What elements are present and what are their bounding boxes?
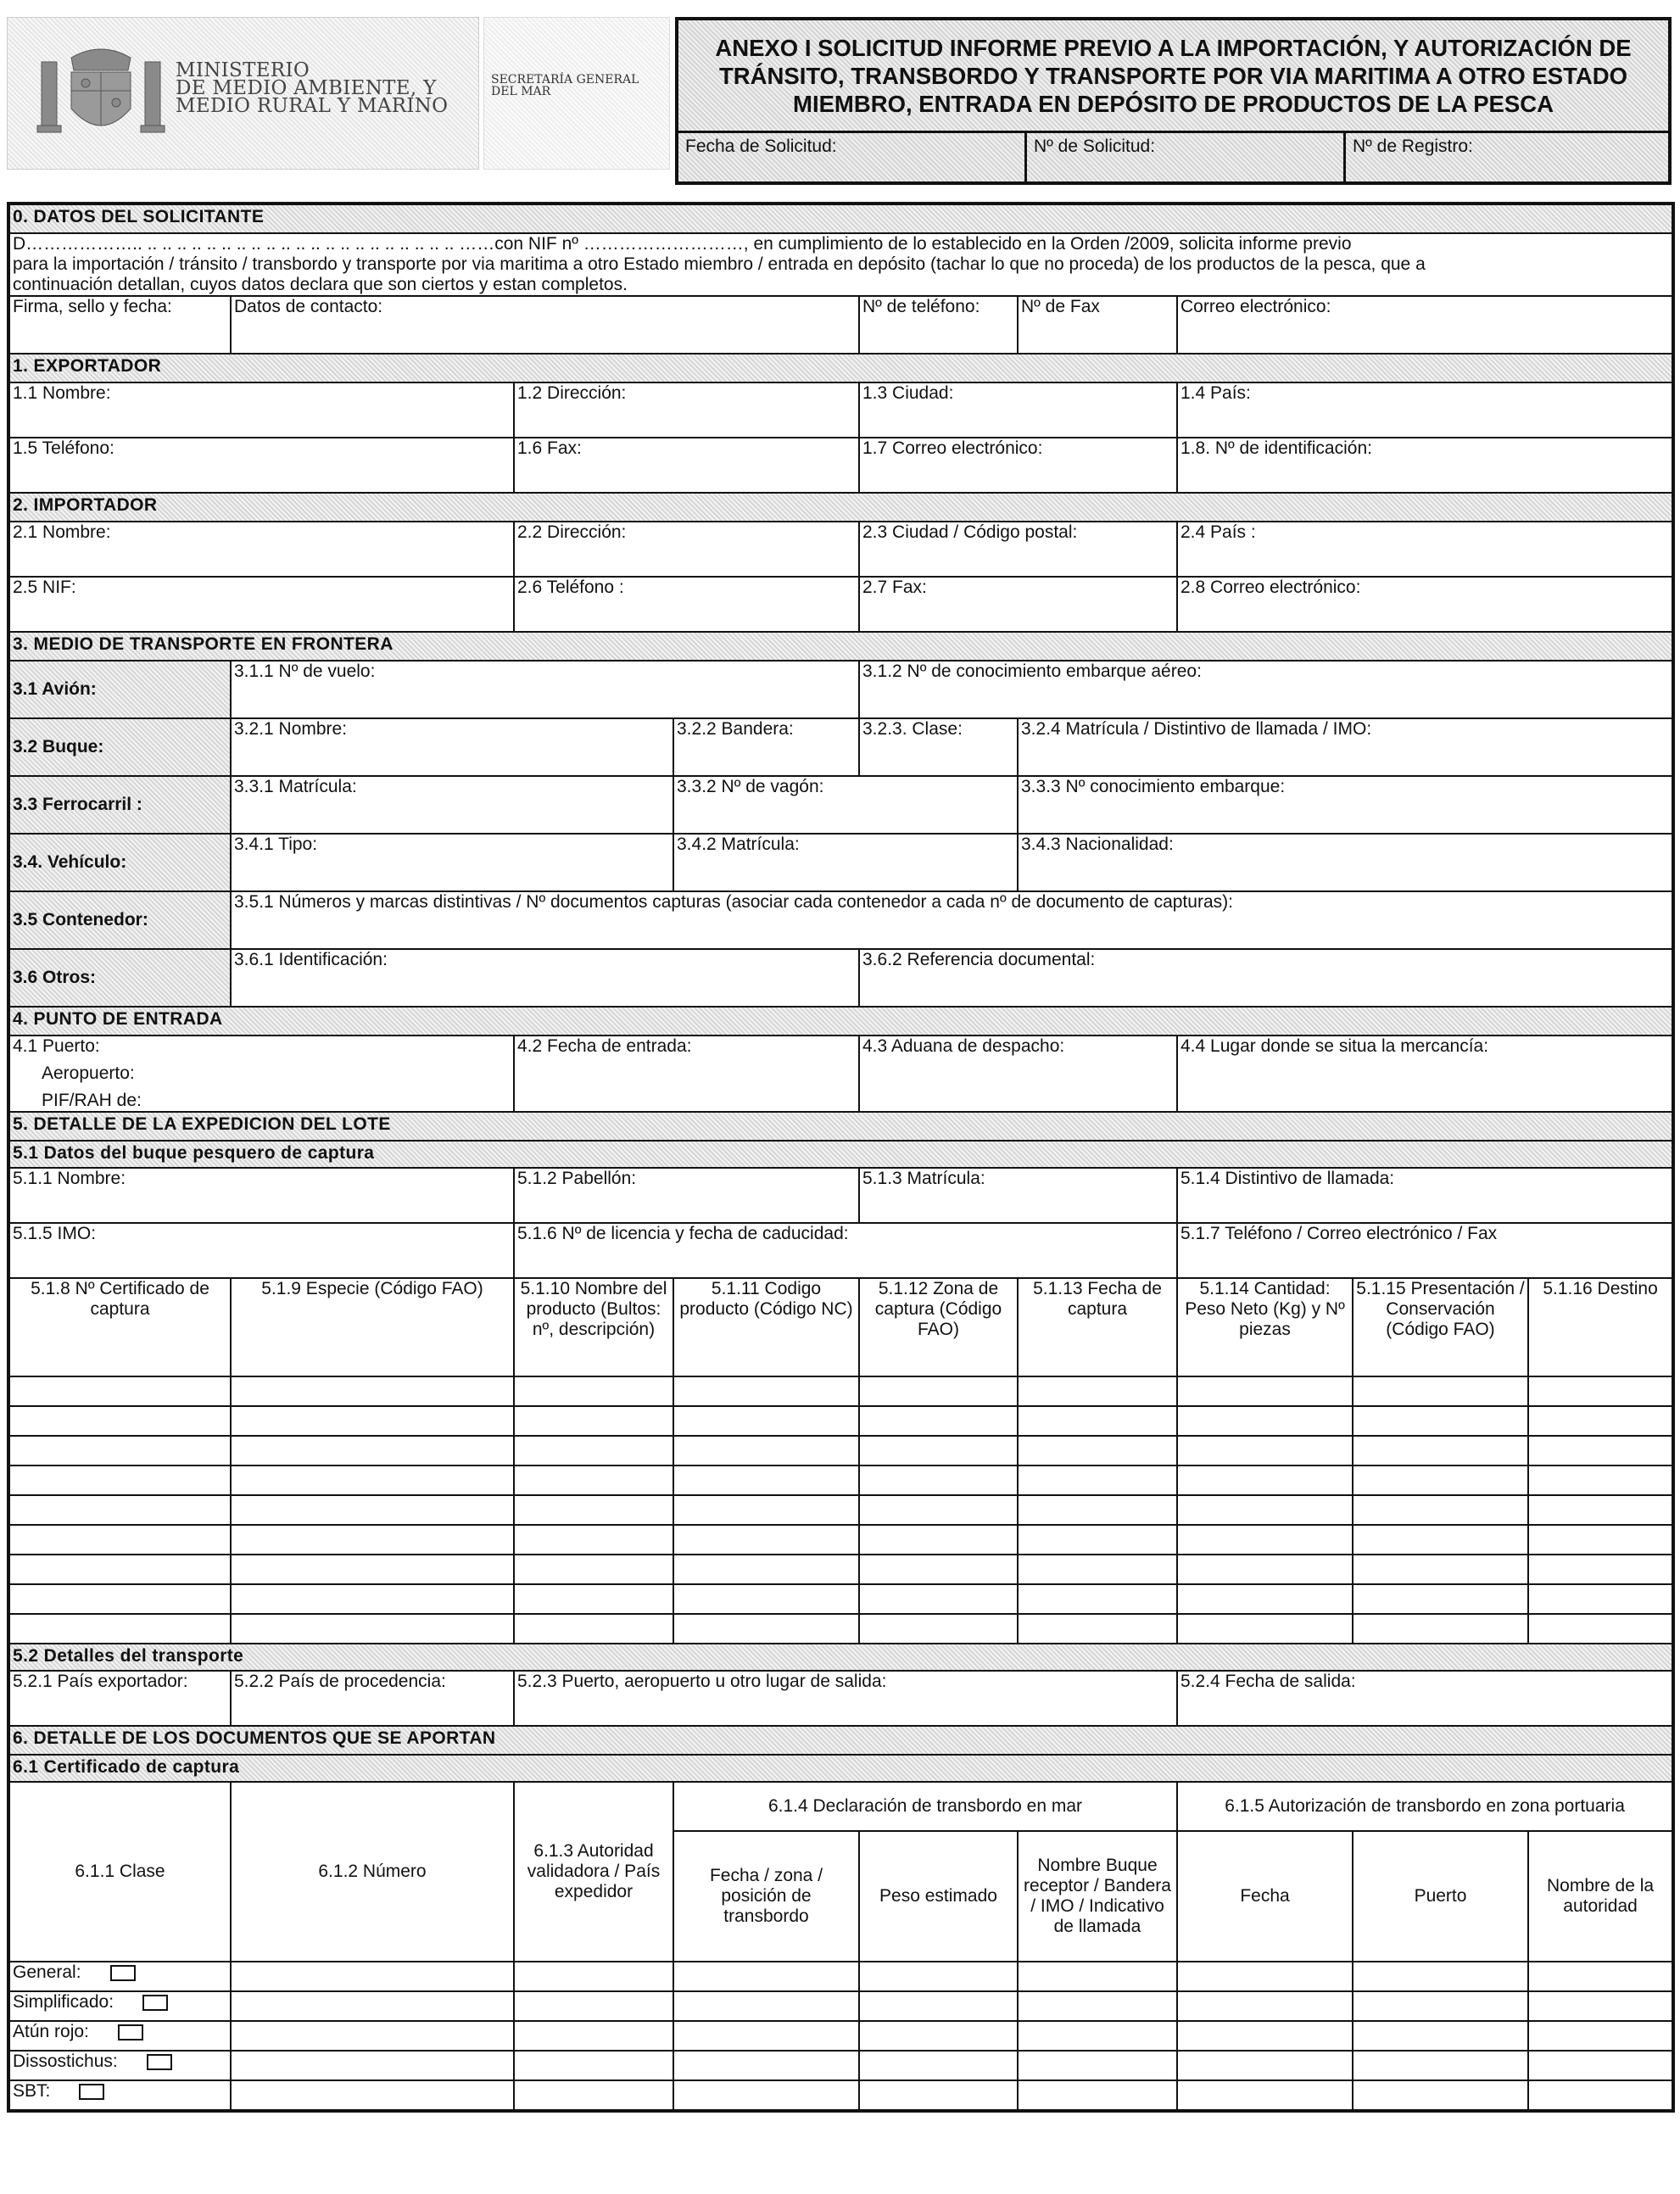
table-cell[interactable] — [514, 1584, 673, 1614]
aeropuerto-label: Aeropuerto: — [42, 1064, 135, 1083]
table-cell[interactable] — [1018, 1495, 1177, 1525]
col-especie: 5.1.9 Especie (Código FAO) — [231, 1278, 514, 1376]
table-cell[interactable] — [1177, 1614, 1353, 1644]
table-cell[interactable] — [859, 2080, 1018, 2111]
table-cell[interactable] — [1353, 1436, 1528, 1465]
table-cell[interactable] — [1018, 2021, 1177, 2051]
table-cell[interactable] — [1353, 1584, 1528, 1614]
avion-conocimiento[interactable]: 3.1.2 Nº de conocimiento embarque aéreo: — [859, 661, 1673, 718]
table-cell[interactable] — [859, 1991, 1018, 2021]
exportador-ciudad[interactable]: 1.3 Ciudad: — [859, 382, 1177, 438]
col-codigo-producto: 5.1.11 Codigo producto (Código NC) — [673, 1278, 859, 1376]
fecha-salida[interactable]: 5.2.4 Fecha de salida: — [1177, 1671, 1673, 1726]
table-cell[interactable] — [1353, 2051, 1528, 2080]
buque-captura-matricula[interactable]: 5.1.3 Matrícula: — [859, 1168, 1177, 1223]
table-cell[interactable] — [8, 1376, 231, 1406]
table-cell[interactable] — [673, 2080, 859, 2111]
exportador-direccion[interactable]: 1.2 Dirección: — [514, 382, 859, 438]
importador-pais[interactable]: 2.4 País : — [1177, 522, 1673, 577]
table-cell[interactable] — [1018, 1962, 1177, 1991]
table-cell[interactable] — [1177, 1525, 1353, 1555]
table-row — [8, 1584, 1673, 1614]
exportador-identificacion[interactable]: 1.8. Nº de identificación: — [1177, 438, 1673, 493]
table-cell[interactable] — [859, 1495, 1018, 1525]
table-cell[interactable] — [673, 1962, 859, 1991]
telefono-field[interactable]: Nº de teléfono: — [859, 296, 1018, 354]
table-cell[interactable] — [1177, 2021, 1353, 2051]
table-cell[interactable] — [231, 1406, 514, 1436]
buque-label: 3.2 Buque: — [8, 718, 231, 776]
document-header — [7, 17, 1672, 187]
table-cell[interactable] — [673, 1376, 859, 1406]
col-zona-captura: 5.1.12 Zona de captura (Código FAO) — [859, 1278, 1018, 1376]
vehiculo-tipo[interactable]: 3.4.1 Tipo: — [231, 834, 673, 891]
col-presentacion: 5.1.15 Presentación / Conservación (Código FAO) — [1353, 1278, 1528, 1376]
table-cell[interactable] — [1353, 1495, 1528, 1525]
table-cell[interactable] — [1528, 1584, 1673, 1614]
col-certificado: 5.1.8 Nº Certificado de captura — [8, 1278, 231, 1376]
table-cell[interactable] — [673, 2051, 859, 2080]
table-cell[interactable] — [8, 1525, 231, 1555]
table-cell[interactable] — [1528, 2080, 1673, 2111]
table-cell[interactable] — [1353, 1376, 1528, 1406]
table-cell[interactable] — [1018, 1376, 1177, 1406]
ferrocarril-vagon[interactable]: 3.3.2 Nº de vagón: — [673, 776, 1018, 834]
table-cell[interactable] — [231, 1555, 514, 1584]
table-cell[interactable] — [8, 1465, 231, 1495]
avion-label: 3.1 Avión: — [8, 661, 231, 718]
table-cell[interactable] — [1353, 1962, 1528, 1991]
table-cell[interactable] — [1177, 1436, 1353, 1465]
table-cell[interactable] — [1177, 2080, 1353, 2111]
ministry-logo — [7, 17, 479, 170]
table-cell[interactable] — [8, 1584, 231, 1614]
table-cell[interactable] — [1528, 2021, 1673, 2051]
table-cell[interactable] — [1353, 1991, 1528, 2021]
col-declaracion-transbordo: 6.1.4 Declaración de transbordo en mar — [673, 1782, 1177, 1831]
table-cell[interactable] — [1177, 1555, 1353, 1584]
table-cell[interactable] — [1353, 1555, 1528, 1584]
clase-cell — [8, 2051, 231, 2080]
secretariat-name: SECRETARÍA GENERAL DEL MAR — [491, 73, 639, 98]
table-cell[interactable] — [231, 2051, 514, 2080]
table-row — [8, 1376, 1673, 1406]
correo-field[interactable]: Correo electrónico: — [1177, 296, 1673, 354]
table-cell[interactable] — [859, 1525, 1018, 1555]
clase-label: Atún rojo: — [13, 2022, 89, 2041]
table-cell[interactable] — [673, 1525, 859, 1555]
exportador-pais[interactable]: 1.4 País: — [1177, 382, 1673, 438]
table-cell[interactable] — [514, 1495, 673, 1525]
col-decl-peso: Peso estimado — [859, 1831, 1018, 1962]
buque-matricula[interactable]: 3.2.4 Matrícula / Distintivo de llamada / IMO: — [1018, 718, 1673, 776]
col-aut-fecha: Fecha — [1177, 1831, 1353, 1962]
table-cell[interactable] — [1177, 1991, 1353, 2021]
table-cell[interactable] — [1528, 1962, 1673, 1991]
fecha-entrada[interactable]: 4.2 Fecha de entrada: — [514, 1036, 859, 1112]
buque-bandera[interactable]: 3.2.2 Bandera: — [673, 718, 859, 776]
table-cell[interactable] — [1528, 2051, 1673, 2080]
table-cell[interactable] — [1018, 2051, 1177, 2080]
table-cell[interactable] — [514, 1614, 673, 1644]
table-cell[interactable] — [1018, 1991, 1177, 2021]
clase-label: Simplificado: — [13, 1992, 114, 2012]
title-box — [675, 17, 1672, 185]
fecha-solicitud-field[interactable]: Fecha de Solicitud: — [678, 131, 1024, 185]
table-cell[interactable] — [231, 1584, 514, 1614]
table-cell[interactable] — [231, 2021, 514, 2051]
table-cell[interactable] — [1528, 1376, 1673, 1406]
fax-field[interactable]: Nº de Fax — [1018, 296, 1177, 354]
col-nombre-producto: 5.1.10 Nombre del producto (Bultos: nº, descripción) — [514, 1278, 673, 1376]
lote-table-body — [8, 1376, 1673, 1644]
table-cell[interactable] — [514, 2021, 673, 2051]
table-cell[interactable] — [8, 1495, 231, 1525]
table-cell[interactable] — [231, 1376, 514, 1406]
application-form — [7, 202, 1675, 2113]
table-cell[interactable] — [673, 1495, 859, 1525]
table-cell[interactable] — [8, 1614, 231, 1644]
table-cell[interactable] — [1353, 1614, 1528, 1644]
table-cell[interactable] — [231, 1525, 514, 1555]
coat-of-arms-icon — [33, 36, 169, 147]
table-cell[interactable] — [514, 1406, 673, 1436]
col-fecha-captura: 5.1.13 Fecha de captura — [1018, 1278, 1177, 1376]
table-cell[interactable] — [1528, 1406, 1673, 1436]
table-cell[interactable] — [673, 1991, 859, 2021]
importador-telefono[interactable]: 2.6 Teléfono : — [514, 577, 859, 632]
contenedor-label: 3.5 Contenedor: — [8, 891, 231, 949]
section-5-2-title: 5.2 Detalles del transporte — [8, 1644, 1673, 1671]
table-cell[interactable] — [1177, 1376, 1353, 1406]
table-row — [8, 1962, 1673, 1991]
otros-identificacion[interactable]: 3.6.1 Identificación: — [231, 949, 859, 1007]
table-cell[interactable] — [1353, 1406, 1528, 1436]
table-cell[interactable] — [1353, 1525, 1528, 1555]
table-cell[interactable] — [859, 1465, 1018, 1495]
col-clase: 6.1.1 Clase — [8, 1782, 231, 1962]
table-cell[interactable] — [231, 1962, 514, 1991]
declaration-line-3: continuación detallan, cuyos datos declara que son ciertos y estan completos. — [8, 275, 1673, 296]
table-cell[interactable] — [1018, 1436, 1177, 1465]
col-aut-puerto: Puerto — [1353, 1831, 1528, 1962]
otros-label: 3.6 Otros: — [8, 949, 231, 1007]
table-cell[interactable] — [514, 1525, 673, 1555]
table-cell[interactable] — [1177, 1465, 1353, 1495]
clase-checkbox[interactable] — [118, 2024, 143, 2040]
importador-nombre[interactable]: 2.1 Nombre: — [8, 522, 514, 577]
table-cell[interactable] — [1018, 1584, 1177, 1614]
buque-nombre[interactable]: 3.2.1 Nombre: — [231, 718, 673, 776]
table-row — [8, 1991, 1673, 2021]
table-cell[interactable] — [231, 1614, 514, 1644]
table-cell[interactable] — [231, 1495, 514, 1525]
table-cell[interactable] — [1018, 1465, 1177, 1495]
importador-fax[interactable]: 2.7 Fax: — [859, 577, 1177, 632]
table-row — [8, 2021, 1673, 2051]
importador-ciudad[interactable]: 2.3 Ciudad / Código postal: — [859, 522, 1177, 577]
clase-checkbox[interactable] — [147, 2054, 172, 2070]
aduana-despacho[interactable]: 4.3 Aduana de despacho: — [859, 1036, 1177, 1112]
pais-exportador[interactable]: 5.2.1 País exportador: — [8, 1671, 231, 1726]
buque-captura-distintivo[interactable]: 5.1.4 Distintivo de llamada: — [1177, 1168, 1673, 1223]
table-cell[interactable] — [514, 1376, 673, 1406]
col-autorizacion-transbordo: 6.1.5 Autorización de transbordo en zona portuaria — [1177, 1782, 1673, 1831]
secretariat-block — [483, 17, 670, 170]
clase-cell — [8, 1962, 231, 1991]
section-5-1-title: 5.1 Datos del buque pesquero de captura — [8, 1141, 1673, 1168]
table-cell[interactable] — [231, 2080, 514, 2111]
section-6-1-title: 6.1 Certificado de captura — [8, 1755, 1673, 1782]
buque-captura-licencia[interactable]: 5.1.6 Nº de licencia y fecha de caducidad: — [514, 1223, 1177, 1278]
table-cell[interactable] — [231, 1465, 514, 1495]
table-cell[interactable] — [859, 1376, 1018, 1406]
col-numero: 6.1.2 Número — [231, 1782, 514, 1962]
table-row — [8, 2080, 1673, 2111]
table-row — [8, 1555, 1673, 1584]
table-cell[interactable] — [1353, 2021, 1528, 2051]
vehiculo-matricula[interactable]: 3.4.2 Matrícula: — [673, 834, 1018, 891]
section-5-title: 5. DETALLE DE LA EXPEDICION DEL LOTE — [8, 1112, 1673, 1141]
vehiculo-label: 3.4. Vehículo: — [8, 834, 231, 891]
ferrocarril-label: 3.3 Ferrocarril : — [8, 776, 231, 834]
table-cell[interactable] — [673, 1584, 859, 1614]
contenedor-numeros[interactable]: 3.5.1 Números y marcas distintivas / Nº documentos capturas (asociar cada contenedor a cada nº de documento de capturas): — [231, 891, 1673, 949]
section-1-title: 1. EXPORTADOR — [8, 354, 1673, 382]
table-cell[interactable] — [1528, 1436, 1673, 1465]
table-cell[interactable] — [859, 1406, 1018, 1436]
table-cell[interactable] — [1177, 1495, 1353, 1525]
table-row — [8, 1465, 1673, 1495]
table-cell[interactable] — [514, 1555, 673, 1584]
table-cell[interactable] — [1177, 1962, 1353, 1991]
ministry-name: MINISTERIO DE MEDIO AMBIENTE, Y MEDIO RURAL Y MARINO — [176, 59, 449, 117]
col-autoridad: 6.1.3 Autoridad validadora / País expedidor — [514, 1782, 673, 1962]
table-cell[interactable] — [514, 1465, 673, 1495]
importador-nif[interactable]: 2.5 NIF: — [8, 577, 514, 632]
table-row — [8, 1525, 1673, 1555]
table-cell[interactable] — [514, 2051, 673, 2080]
table-cell[interactable] — [1528, 1614, 1673, 1644]
clase-cell — [8, 2021, 231, 2051]
clase-cell — [8, 1991, 231, 2021]
table-cell[interactable] — [859, 1962, 1018, 1991]
contacto-field[interactable]: Datos de contacto: — [231, 296, 859, 354]
vehiculo-nacionalidad[interactable]: 3.4.3 Nacionalidad: — [1018, 834, 1673, 891]
table-row — [8, 1406, 1673, 1436]
table-cell[interactable] — [673, 1614, 859, 1644]
clase-label: Dissostichus: — [13, 2052, 118, 2071]
lugar-salida[interactable]: 5.2.3 Puerto, aeropuerto u otro lugar de salida: — [514, 1671, 1177, 1726]
table-cell[interactable] — [1528, 1465, 1673, 1495]
clase-label: General: — [13, 1962, 81, 1982]
exportador-correo[interactable]: 1.7 Correo electrónico: — [859, 438, 1177, 493]
clase-checkbox[interactable] — [79, 2084, 104, 2100]
table-cell[interactable] — [1018, 1614, 1177, 1644]
buque-clase[interactable]: 3.2.3. Clase: — [859, 718, 1018, 776]
document-title: ANEXO I SOLICITUD INFORME PREVIO A LA IMPORTACIÓN, Y AUTORIZACIÓN DE TRÁNSITO, TRANSBORDO Y TRANSPORTE POR VIA MARITIMA A OTRO ESTADO MIEMBRO, ENTRADA EN DEPÓSITO DE PRODUCTOS DE LA PESCA — [715, 34, 1632, 117]
firma-field[interactable]: Firma, sello y fecha: — [8, 296, 231, 354]
table-cell[interactable] — [8, 1406, 231, 1436]
table-cell[interactable] — [231, 1991, 514, 2021]
punto-entrada-lugar[interactable] — [8, 1036, 514, 1112]
clase-checkbox[interactable] — [142, 1995, 168, 2011]
section-4-title: 4. PUNTO DE ENTRADA — [8, 1007, 1673, 1036]
table-cell[interactable] — [1353, 2080, 1528, 2111]
clase-cell — [8, 2080, 231, 2111]
avion-vuelo[interactable]: 3.1.1 Nº de vuelo: — [231, 661, 859, 718]
table-cell[interactable] — [673, 1436, 859, 1465]
ferrocarril-conocimiento[interactable]: 3.3.3 Nº conocimiento embarque: — [1018, 776, 1673, 834]
clase-checkbox[interactable] — [110, 1965, 136, 1981]
col-decl-fecha: Fecha / zona / posición de transbordo — [673, 1831, 859, 1962]
exportador-fax[interactable]: 1.6 Fax: — [514, 438, 859, 493]
section-0-title: 0. DATOS DEL SOLICITANTE — [8, 204, 1673, 233]
table-cell[interactable] — [859, 1436, 1018, 1465]
otros-referencia[interactable]: 3.6.2 Referencia documental: — [859, 949, 1673, 1007]
declaration-line-2: para la importación / tránsito / transbordo y transporte por via maritima a otro Estado miembro / entrada en depósito (tachar lo que no proceda) de los productos de la pesca, que a — [8, 254, 1673, 275]
col-decl-buque: Nombre Buque receptor / Bandera / IMO / Indicativo de llamada — [1018, 1831, 1177, 1962]
certificate-table-body — [8, 1962, 1673, 2111]
exportador-nombre[interactable]: 1.1 Nombre: — [8, 382, 514, 438]
table-cell[interactable] — [514, 1436, 673, 1465]
table-cell[interactable] — [1018, 1525, 1177, 1555]
col-cantidad: 5.1.14 Cantidad: Peso Neto (Kg) y Nº piezas — [1177, 1278, 1353, 1376]
table-cell[interactable] — [514, 1962, 673, 1991]
table-cell[interactable] — [673, 1406, 859, 1436]
table-cell[interactable] — [1528, 1991, 1673, 2021]
table-cell[interactable] — [859, 2051, 1018, 2080]
section-2-title: 2. IMPORTADOR — [8, 493, 1673, 522]
clase-label: SBT: — [13, 2081, 51, 2101]
table-cell[interactable] — [1018, 1406, 1177, 1436]
table-cell[interactable] — [1177, 2051, 1353, 2080]
table-cell[interactable] — [1177, 1406, 1353, 1436]
table-cell[interactable] — [673, 1555, 859, 1584]
ferrocarril-matricula[interactable]: 3.3.1 Matrícula: — [231, 776, 673, 834]
section-3-title: 3. MEDIO DE TRANSPORTE EN FRONTERA — [8, 632, 1673, 661]
table-cell[interactable] — [1528, 1495, 1673, 1525]
section-6-title: 6. DETALLE DE LOS DOCUMENTOS QUE SE APORTAN — [8, 1726, 1673, 1755]
table-cell[interactable] — [231, 1436, 514, 1465]
table-cell[interactable] — [1018, 2080, 1177, 2111]
table-cell[interactable] — [673, 1465, 859, 1495]
table-cell[interactable] — [673, 2021, 859, 2051]
table-cell[interactable] — [859, 1555, 1018, 1584]
table-cell[interactable] — [514, 1991, 673, 2021]
table-cell[interactable] — [514, 2080, 673, 2111]
table-cell[interactable] — [859, 1584, 1018, 1614]
table-cell[interactable] — [1528, 1525, 1673, 1555]
lugar-mercancia[interactable]: 4.4 Lugar donde se situa la mercancía: — [1177, 1036, 1673, 1112]
pais-procedencia[interactable]: 5.2.2 País de procedencia: — [231, 1671, 514, 1726]
buque-captura-contacto[interactable]: 5.1.7 Teléfono / Correo electrónico / Fax — [1177, 1223, 1673, 1278]
puerto-label: 4.1 Puerto: — [13, 1036, 100, 1056]
col-aut-nombre: Nombre de la autoridad — [1528, 1831, 1673, 1962]
table-row — [8, 1614, 1673, 1644]
table-cell[interactable] — [1528, 1555, 1673, 1584]
table-cell[interactable] — [1353, 1465, 1528, 1495]
table-row — [8, 1495, 1673, 1525]
importador-direccion[interactable]: 2.2 Dirección: — [514, 522, 859, 577]
buque-captura-nombre[interactable]: 5.1.1 Nombre: — [8, 1168, 514, 1223]
exportador-telefono[interactable]: 1.5 Teléfono: — [8, 438, 514, 493]
numero-registro-field[interactable]: Nº de Registro: — [1343, 131, 1668, 185]
col-destino: 5.1.16 Destino — [1528, 1278, 1673, 1376]
table-row — [8, 2051, 1673, 2080]
pif-label: PIF/RAH de: — [42, 1091, 142, 1110]
table-row — [8, 1436, 1673, 1465]
buque-captura-pabellon[interactable]: 5.1.2 Pabellón: — [514, 1168, 859, 1223]
numero-solicitud-field[interactable]: Nº de Solicitud: — [1024, 131, 1343, 185]
table-cell[interactable] — [8, 1436, 231, 1465]
table-cell[interactable] — [8, 1555, 231, 1584]
declaration-line-1[interactable]: D……………….. .. .. .. .. .. .. .. .. .. .. .. .. .. .. .. .. .. .. .. .. .. ……con NIF nº ………………………, en cumplimiento de lo establecido en la Orden /2009, solicita informe previo — [8, 233, 1673, 254]
table-cell[interactable] — [1177, 1584, 1353, 1614]
table-cell[interactable] — [859, 1614, 1018, 1644]
buque-captura-imo[interactable]: 5.1.5 IMO: — [8, 1223, 514, 1278]
table-cell[interactable] — [859, 2021, 1018, 2051]
importador-correo[interactable]: 2.8 Correo electrónico: — [1177, 577, 1673, 632]
table-cell[interactable] — [1018, 1555, 1177, 1584]
